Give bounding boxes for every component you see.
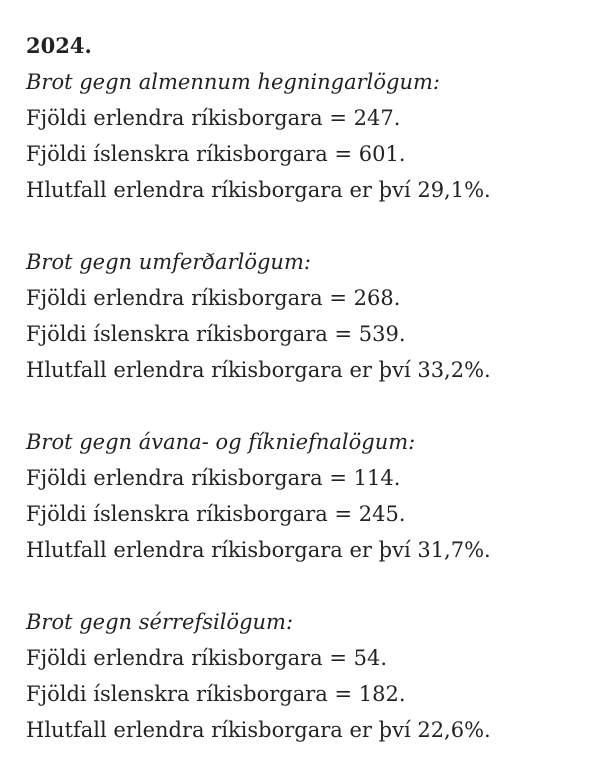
foreign-ratio: Hlutfall erlendra ríkisborgara er því 22,6%. [26, 718, 491, 742]
foreign-ratio: Hlutfall erlendra ríkisborgara er því 33,2%. [26, 358, 491, 382]
section-heading: Brot gegn umferðarlögum: [26, 250, 311, 274]
section-heading: Brot gegn almennum hegningarlögum: [26, 70, 440, 94]
section-narcotics-law [26, 424, 586, 568]
foreign-ratio: Hlutfall erlendra ríkisborgara er því 29,1%. [26, 178, 491, 202]
year-heading: 2024. [26, 33, 92, 58]
foreign-count: Fjöldi erlendra ríkisborgara = 268. [26, 286, 401, 310]
section-traffic-law [26, 244, 586, 388]
section-heading: Brot gegn ávana- og fíkniefnalögum: [26, 430, 416, 454]
foreign-count: Fjöldi erlendra ríkisborgara = 54. [26, 646, 388, 670]
icelandic-count: Fjöldi íslenskra ríkisborgara = 245. [26, 502, 406, 526]
icelandic-count: Fjöldi íslenskra ríkisborgara = 182. [26, 682, 406, 706]
section-heading: Brot gegn sérrefsilögum: [26, 610, 294, 634]
section-special-penal-law [26, 604, 586, 748]
foreign-count: Fjöldi erlendra ríkisborgara = 114. [26, 466, 401, 490]
foreign-ratio: Hlutfall erlendra ríkisborgara er því 31,7%. [26, 538, 491, 562]
icelandic-count: Fjöldi íslenskra ríkisborgara = 539. [26, 322, 406, 346]
icelandic-count: Fjöldi íslenskra ríkisborgara = 601. [26, 142, 406, 166]
foreign-count: Fjöldi erlendra ríkisborgara = 247. [26, 106, 401, 130]
document-body [26, 28, 586, 748]
section-general-penal-code [26, 64, 586, 208]
